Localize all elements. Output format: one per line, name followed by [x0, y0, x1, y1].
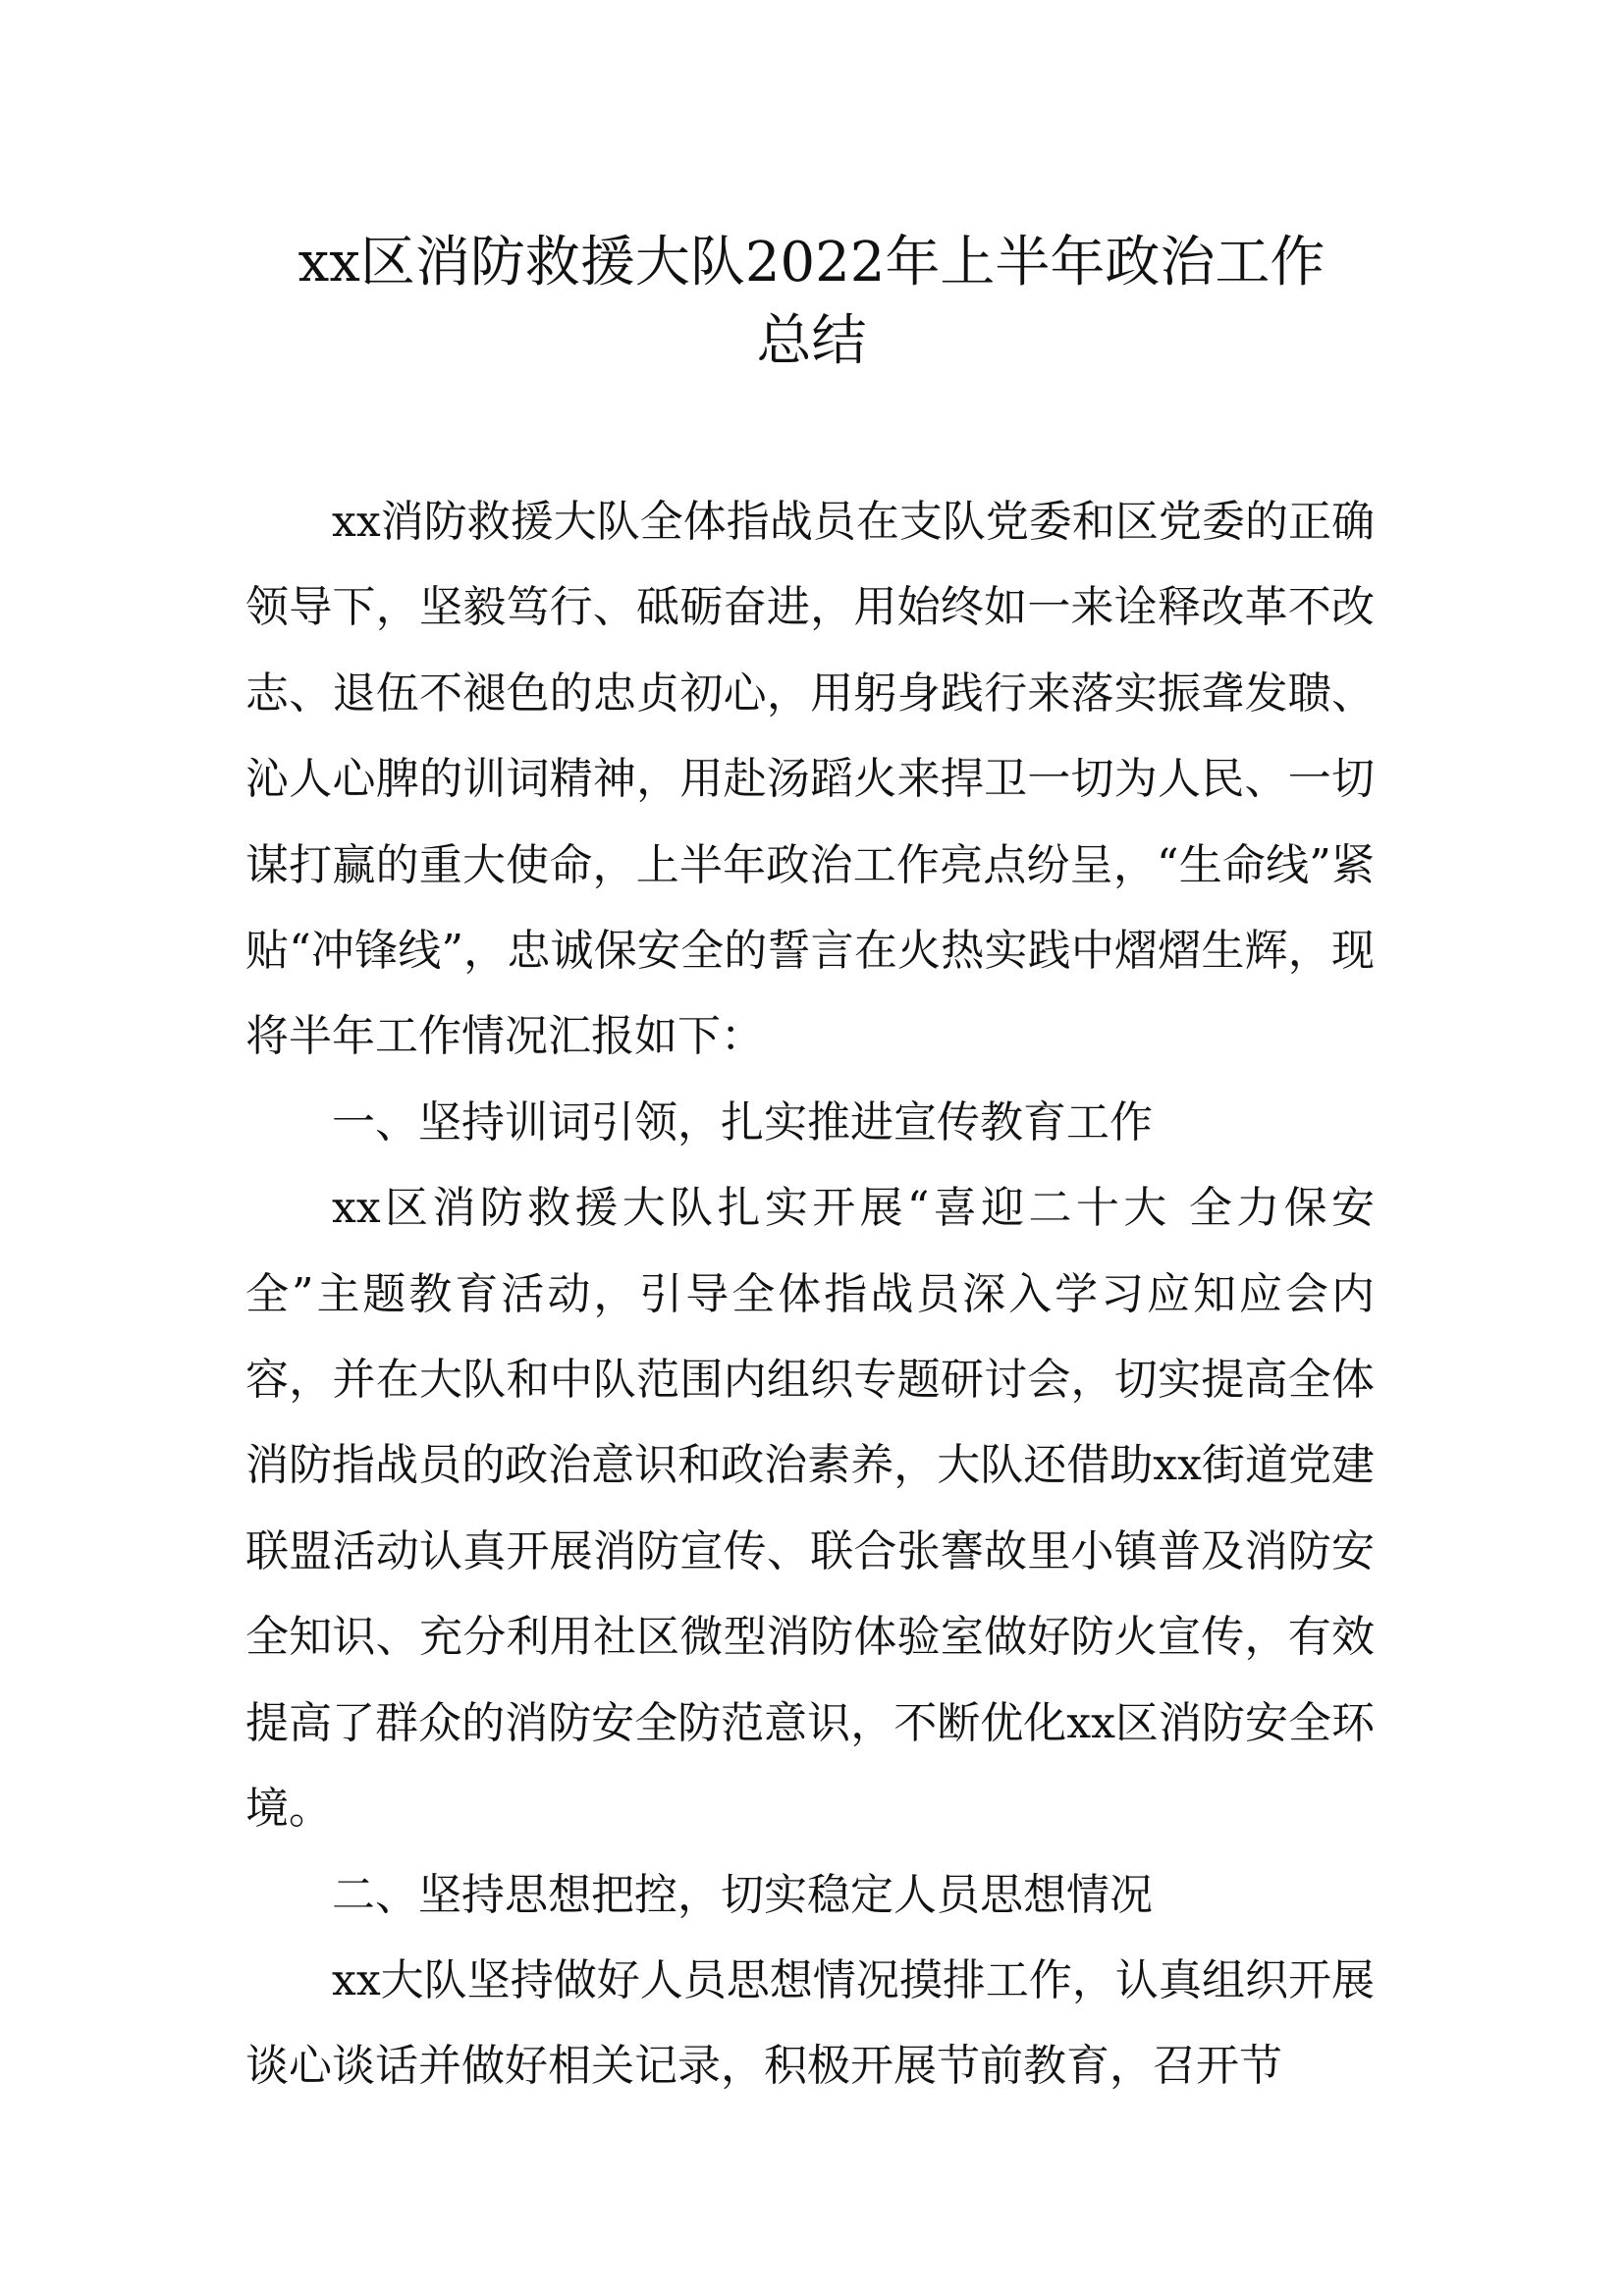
section-heading-2: 二、坚持思想把控，切实稳定人员思想情况 — [332, 1869, 1153, 1920]
document-title — [236, 224, 1387, 381]
section-1-paragraph: xx区消防救援大队扎实开展“喜迎二十大 全力保安全”主题教育活动，引导全体指战员深入学习应知应会内容，并在大队和中队范围内组织专题研讨会，切实提高全体消防指战员的政治意识和政治素养，大队还借助xx街道党建联盟活动认真开展消防宣传、联合张謇故里小镇普及消防安全知识、充分利用社区微型消防体验室做好防火宣传，有效提高了群众的消防安全防范意识，不断优化xx区消防安全环境。 — [245, 1183, 1375, 1835]
title-line-1: xx区消防救援大队2022年上半年政治工作 — [298, 231, 1325, 294]
section-heading-1: 一、坚持训词引领，扎实推进宣传教育工作 — [332, 1096, 1153, 1148]
intro-paragraph: xx消防救援大队全体指战员在支队党委和区党委的正确领导下，坚毅笃行、砥砺奋进，用始终如一来诠释改革不改志、退伍不褪色的忠贞初心，用躬身践行来落实振聋发聩、沁人心脾的训词精神，用赴汤蹈火来捍卫一切为人民、一切谋打赢的重大使命，上半年政治工作亮点纷呈，“生命线”紧贴“冲锋线”，忠诚保安全的誓言在火热实践中熠熠生辉，现将半年工作情况汇报如下： — [245, 497, 1375, 1062]
document-body — [245, 479, 1375, 2109]
section-2-paragraph: xx大队坚持做好人员思想情况摸排工作，认真组织开展谈心谈话并做好相关记录，积极开展节前教育，召开节 — [245, 1954, 1375, 2092]
title-line-2: 总结 — [756, 309, 867, 373]
